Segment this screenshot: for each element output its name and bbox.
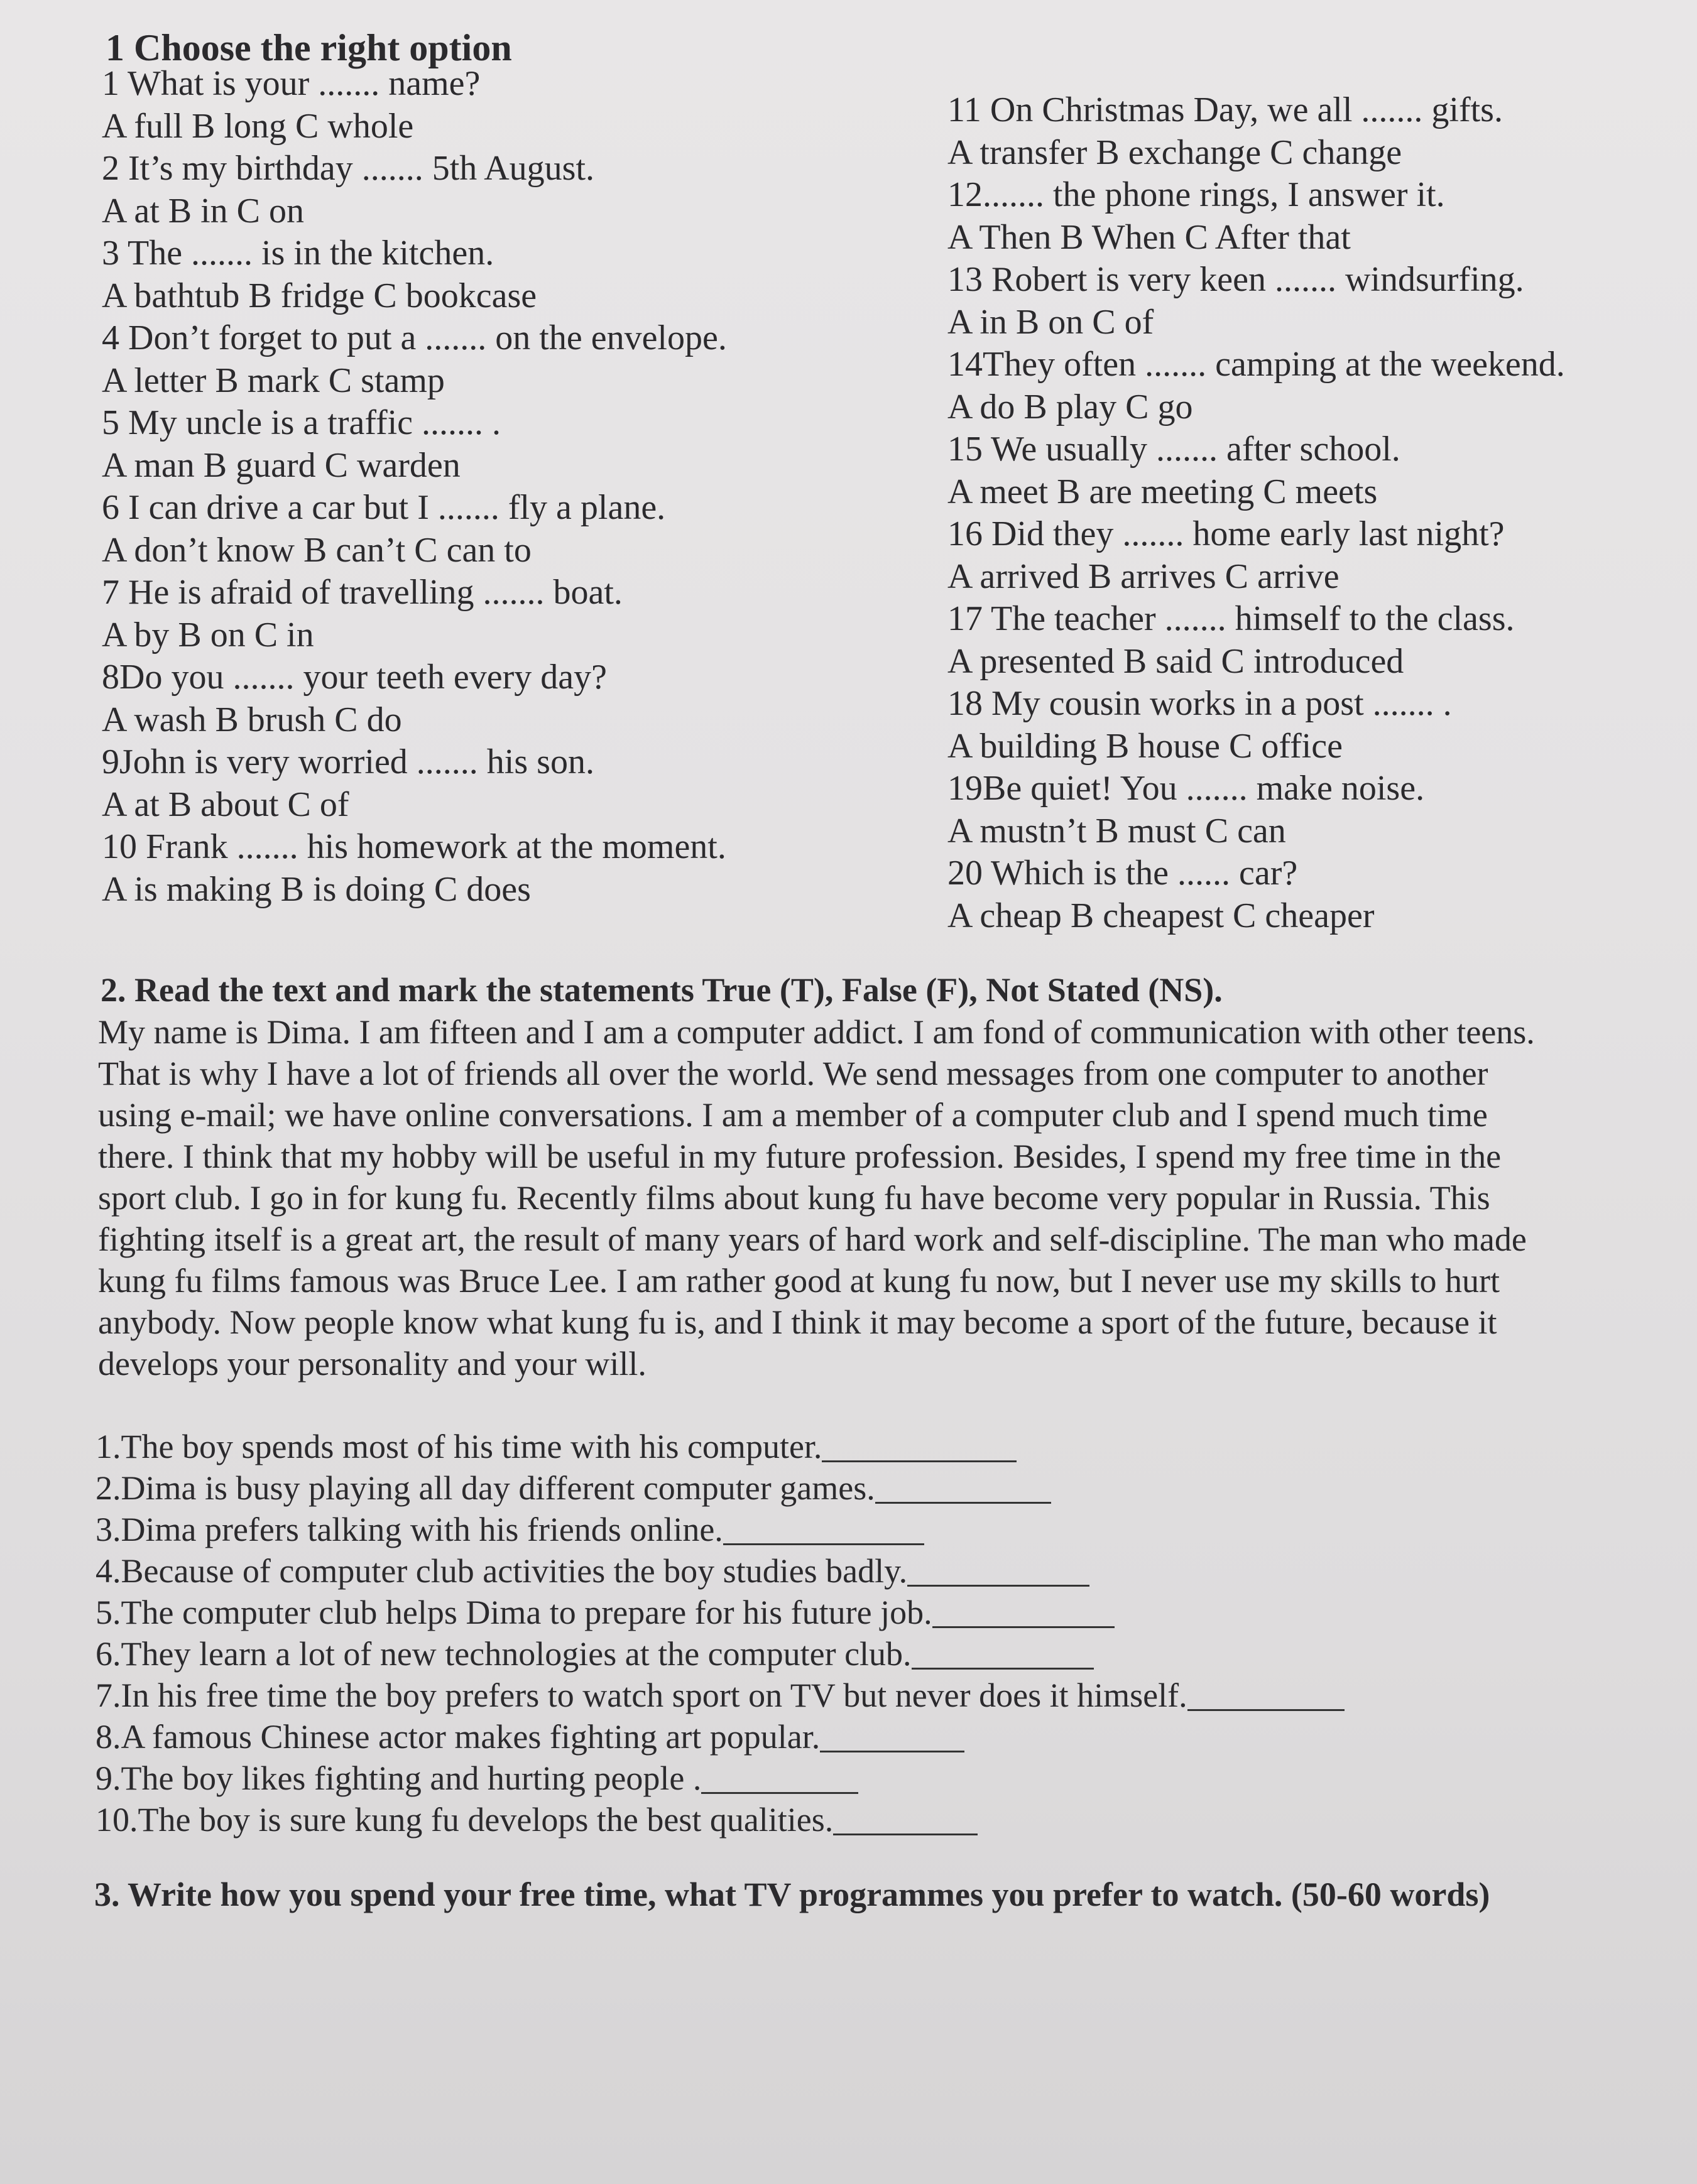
options-line: A mustn’t B must C can xyxy=(947,811,1286,850)
options-line: A by B on C in xyxy=(102,615,314,655)
options-line: A meet B are meeting C meets xyxy=(947,472,1378,511)
options-line: A wash B brush C do xyxy=(102,700,402,739)
options-line: A man B guard C warden xyxy=(102,445,461,485)
statements-list xyxy=(95,1426,1345,1840)
question-line: 6 I can drive a car but I ....... fly a plane. xyxy=(102,488,666,527)
options-line: A do B play C go xyxy=(947,387,1193,426)
statement-item xyxy=(95,1716,1345,1758)
question-line: 18 My cousin works in a post ....... . xyxy=(947,684,1452,723)
answer-blank[interactable] xyxy=(912,1636,1094,1670)
question-line: 10 Frank ....... his homework at the moment. xyxy=(102,827,726,866)
section3-title: 3. Write how you spend your free time, what TV programmes you prefer to watch. (50-60 words) xyxy=(94,1876,1490,1913)
statement-item xyxy=(95,1550,1345,1592)
statement-item xyxy=(95,1592,1345,1633)
statement-text: 2.Dima is busy playing all day different computer games. xyxy=(95,1469,875,1507)
answer-blank[interactable] xyxy=(820,1719,964,1752)
section1-title: 1 Choose the right option xyxy=(106,27,512,68)
statement-text: 3.Dima prefers talking with his friends online. xyxy=(95,1511,723,1548)
question-line: 5 My uncle is a traffic ....... . xyxy=(102,403,501,442)
passage-line: kung fu films famous was Bruce Lee. I am rather good at kung fu now, but I never use my skills to hurt xyxy=(98,1262,1500,1300)
question-line: 19Be quiet! You ....... make noise. xyxy=(947,769,1425,808)
reading-passage xyxy=(98,1011,1656,1384)
statement-text: 9.The boy likes fighting and hurting people . xyxy=(95,1759,702,1797)
answer-blank[interactable] xyxy=(932,1595,1115,1628)
question-line: 7 He is afraid of travelling ....... boat. xyxy=(102,573,623,612)
answer-blank[interactable] xyxy=(701,1761,858,1794)
statement-text: 1.The boy spends most of his time with his computer. xyxy=(95,1428,822,1465)
statement-text: 5.The computer club helps Dima to prepare for his future job. xyxy=(95,1594,932,1631)
passage-line: anybody. Now people know what kung fu is, and I think it may become a sport of the future, because it xyxy=(98,1303,1497,1341)
question-line: 17 The teacher ....... himself to the class. xyxy=(947,599,1515,638)
options-line: A full B long C whole xyxy=(102,106,414,146)
passage-line: My name is Dima. I am fifteen and I am a computer addict. I am fond of communication with other teens. xyxy=(98,1013,1535,1051)
statement-item xyxy=(95,1799,1345,1840)
options-line: A in B on C of xyxy=(947,302,1154,342)
options-line: A presented B said C introduced xyxy=(947,641,1404,681)
answer-blank[interactable] xyxy=(723,1512,924,1545)
passage-line: there. I think that my hobby will be useful in my future profession. Besides, I spend my free time in the xyxy=(98,1138,1502,1175)
question-line: 15 We usually ....... after school. xyxy=(947,430,1400,469)
question-line: 11 On Christmas Day, we all ....... gifts. xyxy=(947,90,1503,129)
question-line: 9John is very worried ....... his son. xyxy=(102,742,594,781)
passage-line: using e-mail; we have online conversations. I am a member of a computer club and I spend much time xyxy=(98,1096,1488,1134)
question-line: 14They often ....... camping at the weekend. xyxy=(947,345,1565,384)
section2-title: 2. Read the text and mark the statements True (T), False (F), Not Stated (NS). xyxy=(101,971,1223,1009)
options-line: A Then B When C After that xyxy=(947,217,1351,257)
options-line: A building B house C office xyxy=(947,726,1343,766)
answer-blank[interactable] xyxy=(1187,1678,1345,1711)
options-line: A letter B mark C stamp xyxy=(102,361,445,400)
passage-line: That is why I have a lot of friends all over the world. We send messages from one computer to another xyxy=(98,1055,1488,1092)
statement-text: 8.A famous Chinese actor makes fighting art popular. xyxy=(95,1718,821,1756)
answer-blank[interactable] xyxy=(875,1470,1051,1504)
question-line: 3 The ....... is in the kitchen. xyxy=(102,234,494,273)
options-line: A bathtub B fridge C bookcase xyxy=(102,276,537,315)
passage-line: sport club. I go in for kung fu. Recently films about kung fu have become very popular in Russia. This xyxy=(98,1179,1490,1217)
options-line: A at B in C on xyxy=(102,191,305,231)
statement-item xyxy=(95,1633,1345,1675)
question-line: 20 Which is the ...... car? xyxy=(947,854,1298,893)
answer-blank[interactable] xyxy=(833,1802,978,1835)
statement-item xyxy=(95,1509,1345,1550)
options-line: A is making B is doing C does xyxy=(102,869,531,909)
statement-item xyxy=(95,1758,1345,1799)
options-line: A don’t know B can’t C can to xyxy=(102,530,532,570)
statement-item xyxy=(95,1426,1345,1467)
questions-right-column xyxy=(947,89,1565,937)
options-line: A at B about C of xyxy=(102,785,349,824)
question-line: 1 What is your ....... name? xyxy=(102,64,481,103)
passage-line: develops your personality and your will. xyxy=(98,1345,647,1383)
options-line: A cheap B cheapest C cheaper xyxy=(947,896,1375,935)
statement-item xyxy=(95,1467,1345,1509)
question-line: 8Do you ....... your teeth every day? xyxy=(102,658,607,697)
statement-text: 4.Because of computer club activities the boy studies badly. xyxy=(95,1552,908,1590)
question-line: 4 Don’t forget to put a ....... on the envelope. xyxy=(102,318,727,357)
question-line: 12....... the phone rings, I answer it. xyxy=(947,175,1445,214)
questions-left-column xyxy=(102,63,727,911)
options-line: A arrived B arrives C arrive xyxy=(947,557,1340,596)
answer-blank[interactable] xyxy=(907,1553,1089,1587)
statement-text: 7.In his free time the boy prefers to watch sport on TV but never does it himself. xyxy=(95,1676,1187,1714)
answer-blank[interactable] xyxy=(822,1429,1017,1462)
statement-item xyxy=(95,1675,1345,1716)
passage-line: fighting itself is a great art, the result of many years of hard work and self-discipline. The man who made xyxy=(98,1220,1527,1258)
question-line: 13 Robert is very keen ....... windsurfing. xyxy=(947,260,1524,299)
question-line: 2 It’s my birthday ....... 5th August. xyxy=(102,149,594,188)
statement-text: 10.The boy is sure kung fu develops the best qualities. xyxy=(95,1801,834,1839)
question-line: 16 Did they ....... home early last night? xyxy=(947,514,1505,553)
options-line: A transfer B exchange C change xyxy=(947,133,1402,172)
statement-text: 6.They learn a lot of new technologies at the computer club. xyxy=(95,1635,912,1673)
